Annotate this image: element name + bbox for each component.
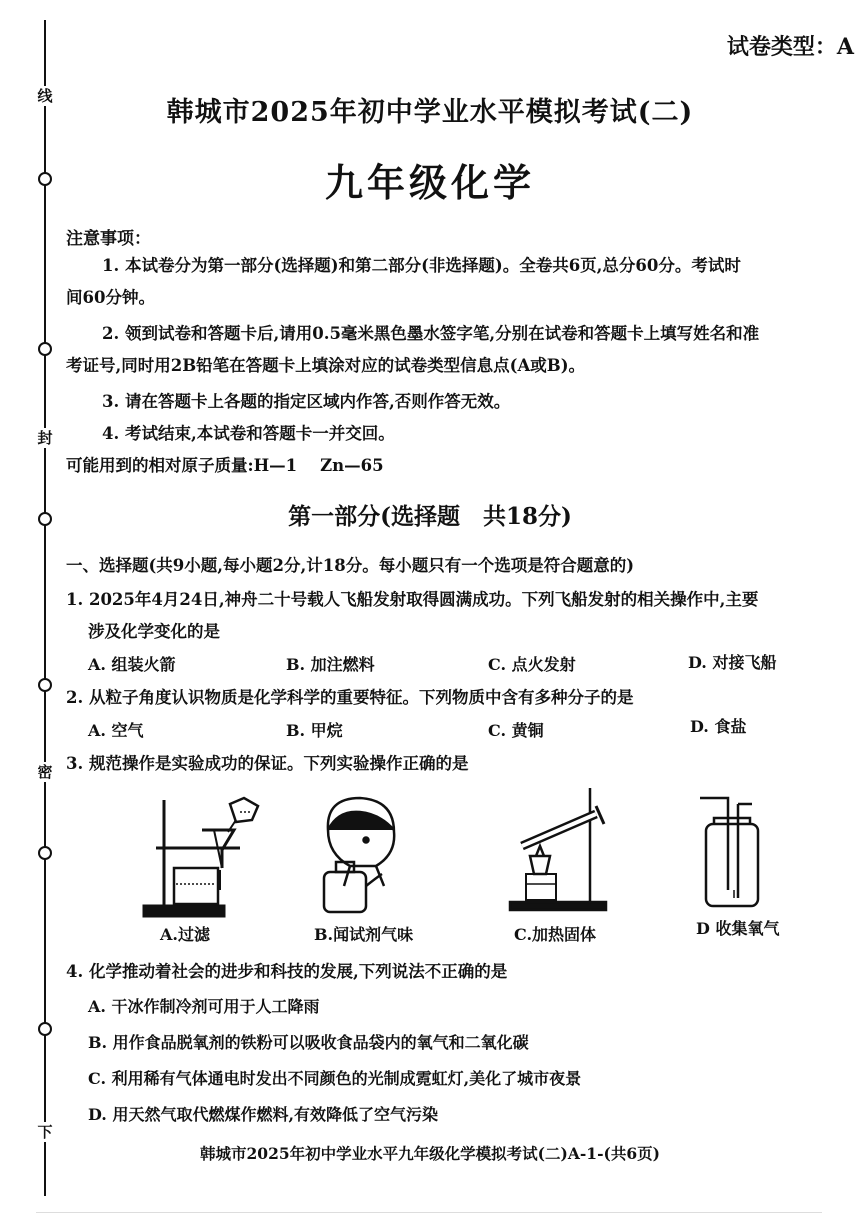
- figure-a-label: A.过滤: [160, 925, 210, 944]
- q2-text: 2. 从粒子角度认识物质是化学科学的重要特征。下列物质中含有多种分子的是: [66, 688, 634, 707]
- q1-option-c: C. 点火发射: [488, 655, 576, 674]
- q2-option-d: D. 食盐: [690, 717, 747, 736]
- subject-title: 九年级化学: [324, 160, 535, 205]
- bottom-rule: [36, 1212, 822, 1213]
- q1-text-line-1: 1. 2025年4月24日,神舟二十号载人飞船发射取得圆满成功。下列飞船发射的相关操作中,主要: [66, 590, 759, 609]
- q4-option-c: C. 利用稀有气体通电时发出不同颜色的光制成霓虹灯,美化了城市夜景: [88, 1069, 582, 1088]
- binding-char-feng: 封: [35, 428, 55, 448]
- notice-item-4: 4. 考试结束,本试卷和答题卡一并交回。: [102, 424, 395, 443]
- exam-type-label: 试卷类型：A: [726, 34, 854, 60]
- atomic-masses: 可能用到的相对原子质量:H—1 Zn—65: [66, 456, 384, 475]
- notice-item-1-line-1: 1. 本试卷分为第一部分(选择题)和第二部分(非选择题)。全卷共6页,总分60分。考试时: [102, 256, 741, 275]
- part1-instruction: 一、选择题(共9小题,每小题2分,计18分。每小题只有一个选项是符合题意的): [66, 556, 635, 575]
- q4-option-a: A. 干冰作制冷剂可用于人工降雨: [88, 997, 320, 1016]
- figure-c-label: C.加热固体: [514, 925, 597, 944]
- figure-heating: [504, 784, 624, 916]
- q1-option-b: B. 加注燃料: [286, 655, 375, 674]
- figure-d-label: D 收集氧气: [696, 919, 780, 938]
- binding-char-mi: 密: [35, 762, 55, 782]
- figure-smelling: [310, 790, 420, 920]
- notice-item-2-line-1: 2. 领到试卷和答题卡后,请用0.5毫米黑色墨水签字笔,分别在试卷和答题卡上填写姓名和准: [102, 324, 760, 343]
- page-footer: 韩城市2025年初中学业水平九年级化学模拟考试(二)A-1-(共6页): [200, 1144, 660, 1163]
- figure-b-label: B.闻试剂气味: [314, 925, 414, 944]
- figure-filtration: [140, 780, 270, 920]
- exam-title: 韩城市2025年初中学业水平模拟考试(二): [166, 97, 694, 128]
- q4-option-b: B. 用作食品脱氧剂的铁粉可以吸收食品袋内的氧气和二氧化碳: [88, 1033, 529, 1052]
- q1-text-line-2: 涉及化学变化的是: [88, 622, 220, 641]
- notice-item-1-line-2: 间60分钟。: [66, 288, 155, 307]
- q2-option-b: B. 甲烷: [286, 721, 343, 740]
- binding-char-xian: 线: [35, 86, 55, 106]
- q2-option-c: C. 黄铜: [488, 721, 544, 740]
- q4-option-d: D. 用天然气取代燃煤作燃料,有效降低了空气污染: [88, 1105, 439, 1124]
- binding-char-xia: 下: [35, 1122, 55, 1142]
- notice-item-2: [66, 318, 826, 382]
- part1-title: 第一部分(选择题 共18分): [288, 503, 572, 530]
- notice-item-3: 3. 请在答题卡上各题的指定区域内作答,否则作答无效。: [102, 392, 511, 411]
- notice-heading: 注意事项：: [66, 229, 151, 249]
- q2-option-a: A. 空气: [88, 721, 144, 740]
- notice-item-1: [66, 250, 826, 314]
- q1-option-a: A. 组装火箭: [88, 655, 176, 674]
- q4-text: 4. 化学推动着社会的进步和科技的发展,下列说法不正确的是: [66, 962, 508, 981]
- notice-item-2-line-2: 考证号,同时用2B铅笔在答题卡上填涂对应的试卷类型信息点(A或B)。: [66, 356, 586, 375]
- q1-option-d: D. 对接飞船: [688, 653, 777, 672]
- figure-collecting: [694, 790, 774, 914]
- q3-text: 3. 规范操作是实验成功的保证。下列实验操作正确的是: [66, 754, 469, 773]
